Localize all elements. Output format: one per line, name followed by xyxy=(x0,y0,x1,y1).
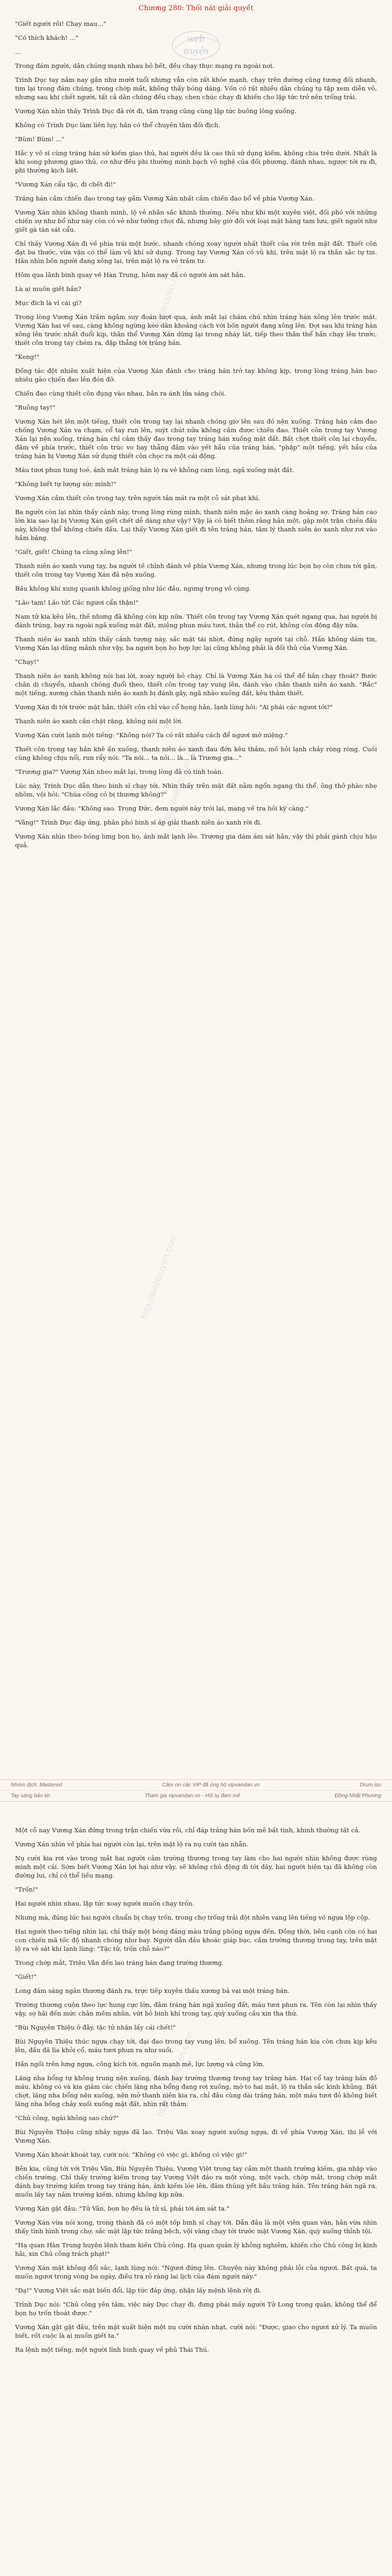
story-paragraph: Trình Dục nói: "Chủ công yên tâm, việc này Dục chạy đi, đưng phái mấy người Tử Long trong quân, không thể để bọn họ trốn thoát được." xyxy=(15,2301,377,2317)
story-paragraph: Đồng tác đột nhiên xuất hiện của Vương Xán đánh cho tráng hán trở tay không kịp, trong lòng tráng hán bao nhiêu gào chiến đao lên đón đỡ. xyxy=(15,367,377,383)
story-paragraph: Vương Xán nhìn không thanh minh, lộ vẻ nhân sắc khinh thường. Nếu như khi một xuyên việt, đối phó với những chiến sự như bổ như này còn có vẻ như tưởng chọi đã, nhưng bây giờ đối với loại mặt hàng tam lưu, giết người như giết gà tàn sát cẩu. xyxy=(15,209,377,233)
story-paragraph: Bên kia, cũng tới với Triệu Vân, Bùi Nguyên Thiệu, Vương Việt trong tay cầm một thanh trường kiếm, gia nhập vào chiến trường. Chỉ thấy trường kiếm trong tay Vương Việt đảo ra một vòng, một vạch, chớp mắt, trong chớp mắt đánh bay trường kiếm trong tay tráng hán, ánh kiếm lóe lên, đâm thủng yết hầu tráng hán. Tên tráng hán ngã ra, muốn lấy tay nắm trường kiếm, nhưng không kịp nữa. xyxy=(15,2165,377,2198)
story-paragraph: "Chủ công, ngài không sao chứ?" xyxy=(15,2114,119,2122)
story-paragraph: Hắn ngồi trên lưng ngựa, công kích tới, nguồn mạnh mẽ, lực lượng và cũng lớn. xyxy=(15,2060,265,2068)
story-paragraph: Tráng hán cầm chiến đao trong tay gầm Vương Xán nhất cầm chiến đao bổ về phía Vương Xán. xyxy=(15,195,314,202)
story-paragraph: Vương Xán gật đầu: "Tử Vân, bọn họ đều là tử sĩ, phái tới ám sát ta." xyxy=(15,2205,230,2212)
story-paragraph: Bùi Nguyên Thiệu cũng nhảy ngựa đã lao. Triệu Vân xoay người xuống ngựa, đi về phía Vương Xán, thi lễ với Vương Xán. xyxy=(15,2128,377,2144)
story-paragraph: "Lão tam! Lão tứ! Các ngươi cẩn thận!" xyxy=(15,599,139,606)
story-paragraph: "Vương Xán cẩu tặc, đi chết đi!" xyxy=(15,181,116,188)
story-paragraph: Vương Xán hét lên một tiếng, thiết côn trong tay lại nhanh chóng giơ lên sau đó nện xuống. Tráng hán cảm đao chống Vương Xán va chạm, cổ tay run lên, suýt chút nữa không cầm được chiến đao. Thiết côn trong tay Vương Xán lại nện xuống, tráng hán chỉ cảm thấy đao trong tay tráng hán xuống mặt đất. Bất chợt thiết côn lại chuyển, đâm về phía trước, thiết côn trúc vo bay thẳng đâm vào yết hầu của tráng hán, "phập" một tiếng, yết hầu của tráng hán bị Vương Xán sử dụng thiết côn chọc ra một cái động. xyxy=(15,418,377,460)
story-paragraph: Vương Xán lắc đầu: "Không sao. Trọng Đức, đem người này trói lại, mang về tra hỏi kỹ càng." xyxy=(15,805,309,812)
story-paragraph: Trường thương cuộn theo lực hung cực lớn, đâm tráng hán ngã xuống đất, máu tươi phun ra. Tên còn lại nhìn thấy vậy, sợ hãi đến mức chân mềm nhũn, vứt bỏ binh khí trong tay, quỳ xuống cầu xin tha thứ. xyxy=(15,2001,377,2017)
story-paragraph: "Giết, giết! Chúng ta cùng xông lên!" xyxy=(15,548,132,556)
story-paragraph: "Vâng!" Trình Dục đáp ứng, phân phó binh sĩ áp giải thanh niên áo xanh rời đi. xyxy=(15,819,262,826)
story-paragraph: Vương Xán cầm thiết côn trong tay, trên người tản mát ra một cỗ sát phạt khí. xyxy=(15,494,260,502)
story-paragraph: Không có Trình Dục làm liên lụy, hắn có thể chuyên tâm đối địch. xyxy=(15,121,221,129)
story-paragraph: Một cỗ nay Vương Xán đứng trong trận chiến vừa rồi, chỉ đáp tráng hán bốn mê bất tình, khinh thường tất cả. xyxy=(15,1826,361,1834)
story-paragraph: Thiết côn trong tay hắn khẽ ấn xuống, thanh niên áo xanh đau đớn kêu thảm, mồ hôi lạnh chảy ròng ròng. Cuối cùng không chịu nổi, run rẩy nói: "Ta nói... ta nói... là... là Trương gia..." xyxy=(15,745,377,761)
story-paragraph: Trong chớp mắt, Triệu Vân đến lao tráng hán đang trường thương. xyxy=(15,1959,224,1966)
footer-credits xyxy=(0,1779,392,1802)
story-paragraph: Long đảm sáng ngân thương đánh ra, trực tiếp xuyên thấu xương bả vai một tráng hán. xyxy=(15,1987,290,1995)
watermark-3: http://webtruyen.com xyxy=(138,1232,179,1321)
footer-note-right: Đồng Nhất Phương xyxy=(334,1793,381,1799)
story-paragraph: "Hạ quan Hàn Trung huyện lệnh tham kiến Chủ công. Hạ quan quản lý không nghiêm, khiến cho Chủ công bị kinh hãi, xin Chủ công trách phạt!" xyxy=(15,2241,377,2258)
footer-thanks: Cảm ơn các VIP đã ủng hộ vipvandan.vn xyxy=(162,1782,260,1788)
story-paragraph: Thanh niên áo xanh không nói hai lời, xoay người bỏ chạy. Chỉ là Vương Xán há có thể để hắn chạy thoát? Bước chân di chuyển, nhanh chóng đuổi theo, thiết côn trong tay vung lên, đánh vào chân thanh niên áo xanh. "Rắc" một tiếng, xương chân thanh niên áo xanh bị đánh gãy, ngã nhào xuống đất, kêu thảm thiết. xyxy=(15,672,377,697)
story-paragraph: Là ai muốn giết hắn? xyxy=(15,285,81,293)
story-paragraph: Vương Xán khoát khoát tay, cười nói: "Không có việc gì, không có việc gì!" xyxy=(15,2151,248,2158)
logo-line1: web xyxy=(187,33,205,45)
watermark-2: http://webtruyen.com xyxy=(159,737,201,826)
footer-row-2 xyxy=(0,1790,392,1801)
story-paragraph: "Có thích khách! ..." xyxy=(15,34,79,41)
story-paragraph: Vương Xán vừa nói xong, trong thành đã có một tốp binh sĩ chạy tới. Dẫn đầu là một viên quan văn, hắn vừa nhìn thấy tình hình trong chợ, sắc mặt lập tức trắng bệch, vội vàng chạy tới trước mặt Vương Xán, quỳ xuống thỉnh tội. xyxy=(15,2219,377,2235)
story-paragraph: "Bùm! Bùm! ..." xyxy=(15,135,65,143)
story-paragraph: Hai người nhìn nhau, lập tức xoay người muốn chạy trốn. xyxy=(15,1900,194,1907)
chapter-body-part-2 xyxy=(15,1826,377,2359)
story-paragraph: Trong đám người, dân chúng mạnh nhau bỏ hết, đều chạy thục mạng ra ngoài nơi. xyxy=(15,62,275,70)
story-paragraph: Ba người còn lại nhìn thấy cảnh này, trong lòng rùng mình, thanh niên mặc áo xanh càng hoảng sợ. Tráng hán cao lớn kia sao lại bị Vương Xán giết chết dễ dàng như vậy? Vậy là có biết thêm rằng hắn một, gặp một trận chiến đấu này, không thể không chiến đấu. Lại thấy Vương Xán giết đi tên tráng hán, tâm lý thanh niên áo xanh như rơi vào hầm băng. xyxy=(15,508,377,542)
footer-join: Tham gia vipvandan.vn - Hội tụ đam mê xyxy=(144,1793,240,1799)
watermark-1: http://webtruyen.com xyxy=(143,262,185,351)
story-paragraph: Chỉ thấy Vương Xán đi về phía trái một bước, nhanh chóng xoay người nhất thiết của rời trên mặt đất. Thiết côn đạt ba thước, vừa vặn có thể làm vũ khí sử dụng. Trong tay Vương Xán có vũ khí, trên mặt lộ ra thần sắc tự tin. Hắn nhìn bốn người đang xông lại, trên mặt lộ ra vẻ trầm tư. xyxy=(15,240,377,265)
story-paragraph: Hai người theo tiếng nhìn lại, chỉ thấy một bóng đáng màu trắng phóng ngựa đến. Đồng thời, bên cạnh còn có hai con chiến mã tốc độ nhanh chóng như bay. Người dẫn đầu khoác giáp bạc, cầm trường thương trong tay, trên mặt lộ ra vẻ sát khí lạnh lùng: "Tặc tử, trốn chỗ nào?" xyxy=(15,1928,377,1952)
story-paragraph: Bùi Nguyên Thiệu thúc ngựa chạy tới, đại đao trong tay vung lên, bổ xuống. Tên tráng hán kia còn chưa kịp kêu lên, đầu đã lìa khỏi cổ, máu tươi phun ra như suối. xyxy=(15,2038,377,2054)
footer-translator: Nhóm dịch: Mastered xyxy=(11,1782,62,1788)
chapter-page xyxy=(0,4,392,2576)
story-paragraph: "Bùi Nguyên Thiệu ở đây, tặc tử nhận lấy cái chết!" xyxy=(15,2024,176,2031)
story-paragraph: Hôm qua lãnh binh quay về Hàn Trung, hôm nay đã có người ám sát hắn. xyxy=(15,271,246,279)
story-paragraph: Trong lòng Vương Xán trầm ngâm suy đoán lượt qua, ánh mắt lại chăm chú nhìn tráng hán xông lên trước mặt. Vương Xán hai vế sau, càng không ngừng kéo dãn khoảng cách với bốn người đang xông lên. Đợi sau khi tráng hán xông lên trước nhất đuổi kịp, thân thể Vương Xán dừng lại trong nháy lát, tiếp theo thân thể hắn chạy lên trước, thiết côn trong tay chém ra, đập thẳng tới tráng hán. xyxy=(15,313,377,347)
story-paragraph: Thanh niên áo xanh vung tay, ba người tề chỉnh đánh về phía Vương Xán, nhưng trong lúc bọn họ còn chưa tới gần, thiết côn trong tay Vương Xán đã nện xuống. xyxy=(15,562,377,578)
story-paragraph: ... xyxy=(15,48,21,56)
story-paragraph: "Trương gia?" Vương Xán nheo mắt lại, trong lòng đã có tính toán. xyxy=(15,768,223,775)
chapter-title: Chương 280: Thối nát giải quyết xyxy=(138,4,254,12)
story-paragraph: Vương Xán nhìn theo bóng lưng bọn họ, ánh mắt lạnh lẽo. Trương gia dám ám sát hắn, vậy thì phải gánh chịu hậu quả. xyxy=(15,833,377,849)
story-paragraph: Nhưng mà, đúng lúc hai người chuẩn bị chạy trốn, trong chợ trống trải đột nhiên vang lên tiếng vó ngựa lộp cộp. xyxy=(15,1914,370,1921)
story-paragraph: Bầu không khí xung quanh không giống như lúc đầu, ngưng trọng vô cùng. xyxy=(15,585,251,592)
chapter-body-part-1 xyxy=(15,19,377,855)
story-paragraph: Trình Dục tay nắm nay gần như mười tuổi nhưng vẫn còn rất khỏe mạnh, chạy trên đường cũng tương đối nhanh, tim lại trong đám chúng, trong chớp mắt, không thấy bóng dáng. Vốn có rất nhiều dân chúng tụ tập xem diễn võ, nhưng sau khi chết người, tất cả dân chúng đều chạy, chen chúc chạy đi khiến cho lập tức trở nên trống trải. xyxy=(15,76,377,101)
story-paragraph: "Giết!" xyxy=(15,1973,37,1981)
story-paragraph: Vương Xán gật gật đầu, trên mặt xuất hiện một nụ cười nhàn nhạt, cười nói: "Được, giao cho ngươi xử lý. Ta muốn biết, rốt cuộc là ai muốn giết ta." xyxy=(15,2323,377,2339)
watermark-4: http://webtruyen.com xyxy=(154,2030,195,2119)
logo-line2: truyện xyxy=(184,45,208,56)
story-paragraph: "Dạ!" Vương Việt sắc mặt biến đổi, lập tức đáp ứng, nhận lấy mệnh lệnh rời đi. xyxy=(15,2287,262,2294)
story-paragraph: Vương Xán cười lạnh một tiếng: "Không nói? Ta có rất nhiều cách để ngươi mở miệng." xyxy=(15,731,288,739)
story-paragraph: "Giết người rồi! Chạy mau..." xyxy=(15,20,107,27)
story-paragraph: Chiến đao cùng thiết côn đụng vào nhau, bắn ra ánh lửa sáng chói. xyxy=(15,390,226,397)
story-paragraph: Vương Xán đi tới trước mặt hắn, thiết côn chỉ vào cổ họng hắn, lạnh lùng hỏi: "Ai phái các ngươi tới?" xyxy=(15,703,333,711)
story-paragraph: Máu tươi phun tung toé, ánh mắt tráng hán lộ ra vẻ không cam lòng, ngã xuống mặt đất. xyxy=(15,466,295,474)
story-paragraph: Lăng nha bổng tự không trung nện xuống, đánh bay trường thương trong tay tráng hán. Hai cổ tay tráng hán đồ máu, không có và kia giảm các chiến lăng nha bổng đang rơi xuống, mở to hai mắt, lộ ra thần sắc kinh khủng. Bất chợt, lăng nha bổng nện xuống, nện mở thanh niên kia ra, chỉ đâu cùng dài tráng hán, một máu tươi đỏ không biết lăng nha bổng chảy xuối xuống mặt đất, nhìn rất thảm. xyxy=(15,2074,377,2108)
story-paragraph: Vương Xán nhìn thấy Trình Dục đã rời đi, tâm trạng cũng cùng lập tức buông lỏng xuống. xyxy=(15,107,297,115)
story-paragraph: "Trốn!" xyxy=(15,1886,38,1893)
story-paragraph: Ra lệnh một tiếng, một người lĩnh binh quay về phủ Thái Thú. xyxy=(15,2346,209,2353)
story-paragraph: Vương Xán nhìn về phía hai người còn lại, trên mặt lộ ra nụ cười tàn nhẫn. xyxy=(15,1840,249,1848)
story-paragraph: Lúc này, Trình Dục dẫn theo binh sĩ chạy tới. Nhìn thấy trên mặt đất nằm ngổn ngang thi thể, ông thở phào nhẹ nhõm, vội hỏi: "Chúa công có bị thương không?" xyxy=(15,782,377,798)
story-paragraph: Nam tử kia kêu lên, thế nhưng đã không còn kịp nữa. Thiết côn trong tay Vương Xán quét ngang qua, hai người bị đánh trúng, bay ra ngoài ngã xuống mặt đất, miệng phun máu tươi, thân thể co rút, không còn động đậy nữa. xyxy=(15,613,377,629)
footer-note-left: Tay sáng bảo tin xyxy=(11,1793,51,1799)
story-paragraph: Vương Xán mặt không đổi sắc, lạnh lùng nói: "Ngươi đứng lên. Chuyện này không phải lỗi của ngươi. Bất quá, ta muốn ngươi trong vòng ba ngày, điều tra rõ ràng lai lịch của đám người này." xyxy=(15,2264,377,2280)
story-paragraph: Thanh niên áo xanh nhìn thấy cảnh tượng này, sắc mặt tái nhợt, đứng ngây người tại chỗ. Hắn không dám tin, Vương Xán lại dũng mãnh như vậy, ba người bọn họ hợp lực lại cũng không phải là đối thủ của Vương Xán. xyxy=(15,635,377,652)
story-paragraph: "Keng!" xyxy=(15,353,40,361)
story-paragraph: "Buông tay!" xyxy=(15,404,55,411)
footer-row-1 xyxy=(0,1780,392,1790)
story-paragraph: Nụ cười kia rơi vào trong mắt hai người cảm trường thương trong tay làm cho hai người nhìn không được rùng mình một cái. Sớm biết Vương Xán lợi hại như vậy, sẽ không chủ động đi tới đây, hai người hiện tại đã không còn đường lui, chỉ có thể liều mạng. xyxy=(15,1854,377,1879)
story-paragraph: "Không biết tự lượng sức mình!" xyxy=(15,480,116,488)
footer-editor: Drum.iso xyxy=(359,1782,381,1788)
story-paragraph: Hắc y võ sĩ cùng tráng hán sử kiếm giao thủ, hai người đều là cao thủ sử dụng kiếm, không chia trên dưới. Nhất là khi song phương giao thủ, cơ như đều phi thường minh bạch võ nghệ của đối phương, đánh nhau, ngược tới ra đi, phi thường kịch liệt. xyxy=(15,149,377,174)
story-paragraph: Thanh niên áo xanh cắn chặt răng, không nói một lời. xyxy=(15,717,183,725)
story-paragraph: "Chạy!" xyxy=(15,658,39,666)
story-paragraph: Mục đích là vì cái gì? xyxy=(15,299,82,307)
